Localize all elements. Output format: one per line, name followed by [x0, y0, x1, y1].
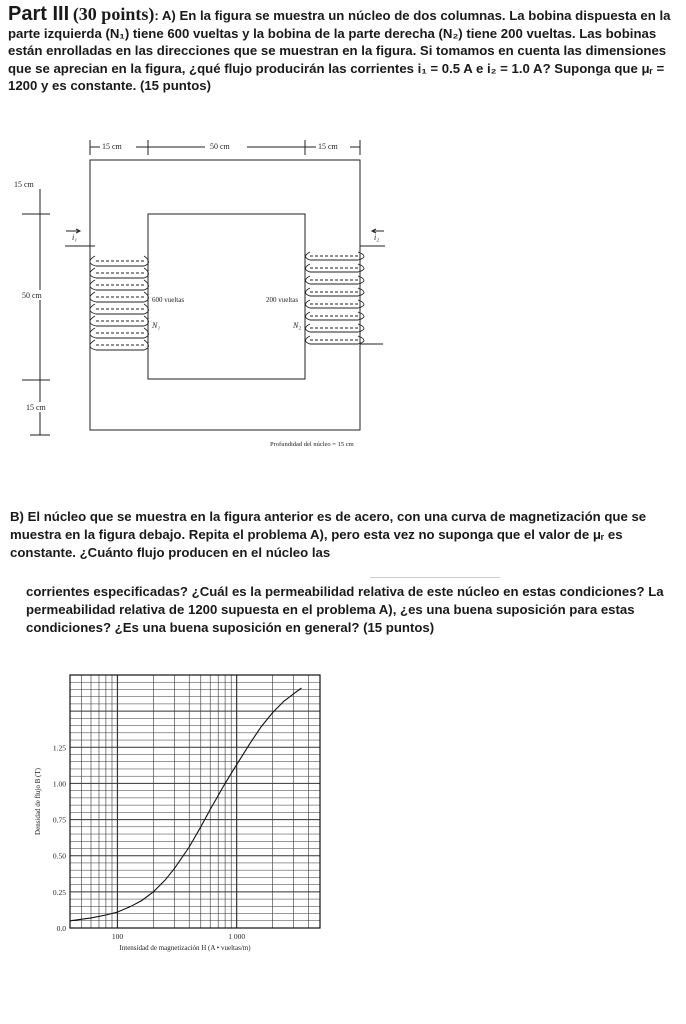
plot-frame	[70, 675, 320, 928]
divider	[370, 577, 500, 578]
part-points: (30 points)	[72, 4, 155, 24]
n2-turns: 200 vueltas	[266, 296, 299, 304]
y-tick-label: 1.00	[52, 779, 66, 789]
magnetization-curve	[70, 688, 302, 921]
y-axis-label: Densidad de flujo B (T)	[34, 768, 42, 835]
dim-left-top: 15 cm	[14, 180, 34, 189]
dim-top-mid: 50 cm	[210, 142, 230, 151]
question-a-paragraph	[8, 3, 680, 95]
x-tick-label: 100	[111, 932, 124, 941]
dim-left-mid: 50 cm	[22, 291, 42, 300]
n2-label: N₂	[293, 321, 302, 330]
magnetization-chart	[0, 660, 360, 970]
i1-label: i₁	[72, 233, 78, 242]
core-outer	[90, 160, 360, 430]
n1-turns: 600 vueltas	[152, 296, 185, 304]
part-title: Part III	[8, 3, 70, 25]
x-axis-label: Intensidad de magnetización H (A • vueltas/m)	[119, 944, 251, 952]
i2-label: i₂	[374, 233, 380, 242]
core-figure	[0, 130, 420, 460]
question-b-text-2: corrientes especificadas? ¿Cuál es la permeabilidad relativa de este núcleo en estas condiciones? La permeabilidad relativa de 1200 supuesta en el problema A), ¿es una buena suposición para estas condiciones? ¿Es una buena suposición en general? (15 puntos)	[26, 584, 664, 635]
coil-n2	[306, 252, 365, 344]
depth-note: Profundidad del núcleo = 15 cm	[270, 441, 354, 448]
y-tick-label: 0.50	[52, 851, 66, 861]
dim-left-bot: 15 cm	[26, 403, 46, 412]
coil-n1	[90, 256, 149, 350]
question-b-text-1: B) El núcleo que se muestra en la figura anterior es de acero, con una curva de magnetización que se muestra en la figura debajo. Repita el problema A), pero esta vez no suponga que el valor de μᵣ es constante. ¿Cuánto flujo producen en el núcleo las	[10, 509, 647, 560]
y-tick-label: 0.0	[56, 924, 66, 933]
y-tick-label: 0.25	[52, 887, 66, 897]
y-tick-label: 0.75	[52, 815, 66, 825]
dim-top-left: 15 cm	[102, 142, 122, 151]
question-a-text: : A) En la figura se muestra un núcleo de dos columnas. La bobina dispuesta en la parte izquierda (N₁) tiene 600 vueltas y la bobina de la parte derecha (N₂) tiene 200 vueltas. Las bobinas están enrolladas en las direcciones que se muestran en la figura. Si tomamos en cuenta las dimensiones que se aprecian en la figura, ¿qué flujo producirán las corrientes i₁ = 0.5 A e i₂ = 1.0 A? Suponga que μᵣ = 1200 y es constante. (15 puntos)	[8, 8, 671, 94]
dim-top-right: 15 cm	[318, 142, 338, 151]
n1-label: N₁	[152, 321, 161, 330]
y-tick-label: 1.25	[52, 743, 66, 753]
x-tick-label: 1 000	[228, 932, 246, 941]
